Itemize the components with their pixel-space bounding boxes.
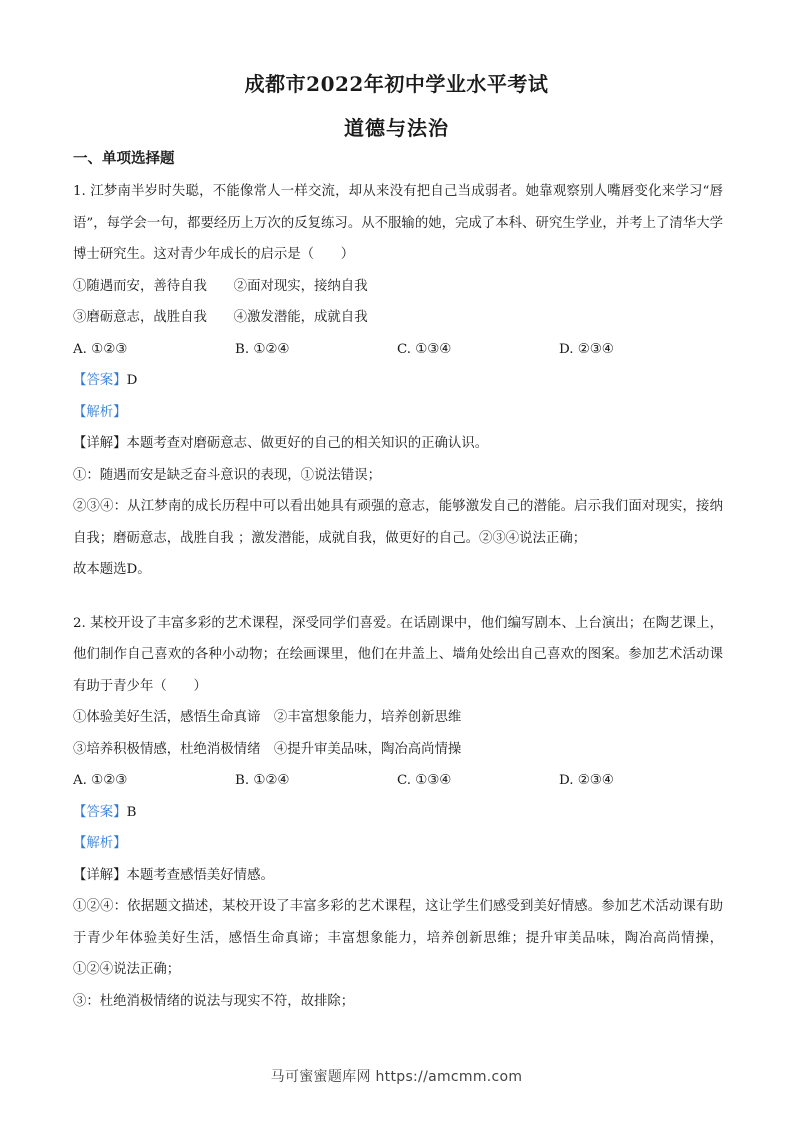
question-2-choices-line-2: ③培养积极情感，杜绝消极情绪 ④提升审美品味，陶冶高尚情操 [73, 741, 462, 757]
question-1-choices-line-2: ③磨砺意志，战胜自我 ④激发潜能，成就自我 [73, 310, 368, 325]
option-d: D. ②③④ [559, 341, 614, 357]
option-d: D. ②③④ [559, 773, 614, 788]
option-a: A. ①②③ [73, 341, 128, 357]
question-1-answer [73, 365, 723, 397]
question-1-choices-line-1: ①随遇而安，善待自我 ②面对现实，接纳自我 [73, 278, 368, 294]
question-1-conclusion: 故本题选D。 [73, 562, 151, 577]
option-b: B. ①②④ [235, 341, 290, 357]
question-1-explanation-1: ①：随遇而安是缺乏奋斗意识的表现，①说法错误； [73, 467, 381, 483]
option-c: C. ①③④ [397, 773, 452, 788]
answer-value: B [126, 804, 137, 820]
question-1-options [73, 334, 723, 366]
option-c: C. ①③④ [397, 341, 452, 357]
question-2-stem: 2. 某校开设了丰富多彩的艺术课程，深受同学们喜爱。在话剧课中，他们编写剧本、上台演出；在陶艺课上，他们制作自己喜欢的各种小动物；在绘画课里，他们在井盖上、墙角处绘出自己喜欢的图案。参加艺术活动课有助于青少年（ ） [73, 615, 723, 694]
question-2-explanation-1: ①②④：依据题文描述，某校开设了丰富多彩的艺术课程，这让学生们感受到美好情感。参加艺术活动课有助于青少年体验美好生活，感悟生命真谛；丰富想象能力，培养创新思维；提升审美品味，陶冶高尚情操，①②④说法正确； [73, 899, 723, 977]
option-b: B. ①②④ [235, 773, 290, 788]
question-1-detail: 【详解】本题考查对磨砺意志、做更好的自己的相关知识的正确认识。 [73, 436, 489, 451]
page-title: 成都市2022年初中学业水平考试 [244, 72, 549, 96]
section-heading: 一、单项选择题 [73, 150, 175, 167]
option-a: A. ①②③ [73, 773, 128, 788]
question-1-stem: 1. 江梦南半岁时失聪，不能像常人一样交流，却从来没有把自己当成弱者。她靠观察别人嘴唇变化来学习“唇语”，每学会一句，都要经历上万次的反复练习。从不服输的她，完成了本科、研究生学业，并考上了清华大学博士研究生。这对青少年成长的启示是（ ） [73, 184, 723, 262]
footer-watermark: 马可蜜蜜题库网 https://amcmm.com [270, 1069, 523, 1085]
content [73, 148, 723, 1017]
question-2-options [73, 765, 723, 797]
question-1-explanation-2: ②③④：从江梦南的成长历程中可以看出她具有顽强的意志，能够激发自己的潜能。启示我们面对现实，接纳自我；磨砺意志，战胜自我 ；激发潜能，成就自我，做更好的自己。②③④说法正确； [73, 499, 723, 546]
question-2-choices-line-1: ①体验美好生活，感悟生命真谛 ②丰富想象能力，培养创新思维 [73, 710, 462, 725]
subject-title: 道德与法治 [344, 116, 449, 140]
question-1-analysis-tag: 【解析】 [73, 404, 127, 420]
answer-tag: 【答案】 [73, 804, 127, 820]
question-2-detail: 【详解】本题考查感悟美好情感。 [73, 867, 274, 883]
answer-value: D [126, 373, 138, 388]
question-2-answer [73, 797, 723, 829]
answer-tag: 【答案】 [73, 373, 127, 388]
question-2-explanation-2: ③：杜绝消极情绪的说法与现实不符，故排除； [73, 993, 355, 1009]
question-2-analysis-tag: 【解析】 [73, 836, 127, 851]
